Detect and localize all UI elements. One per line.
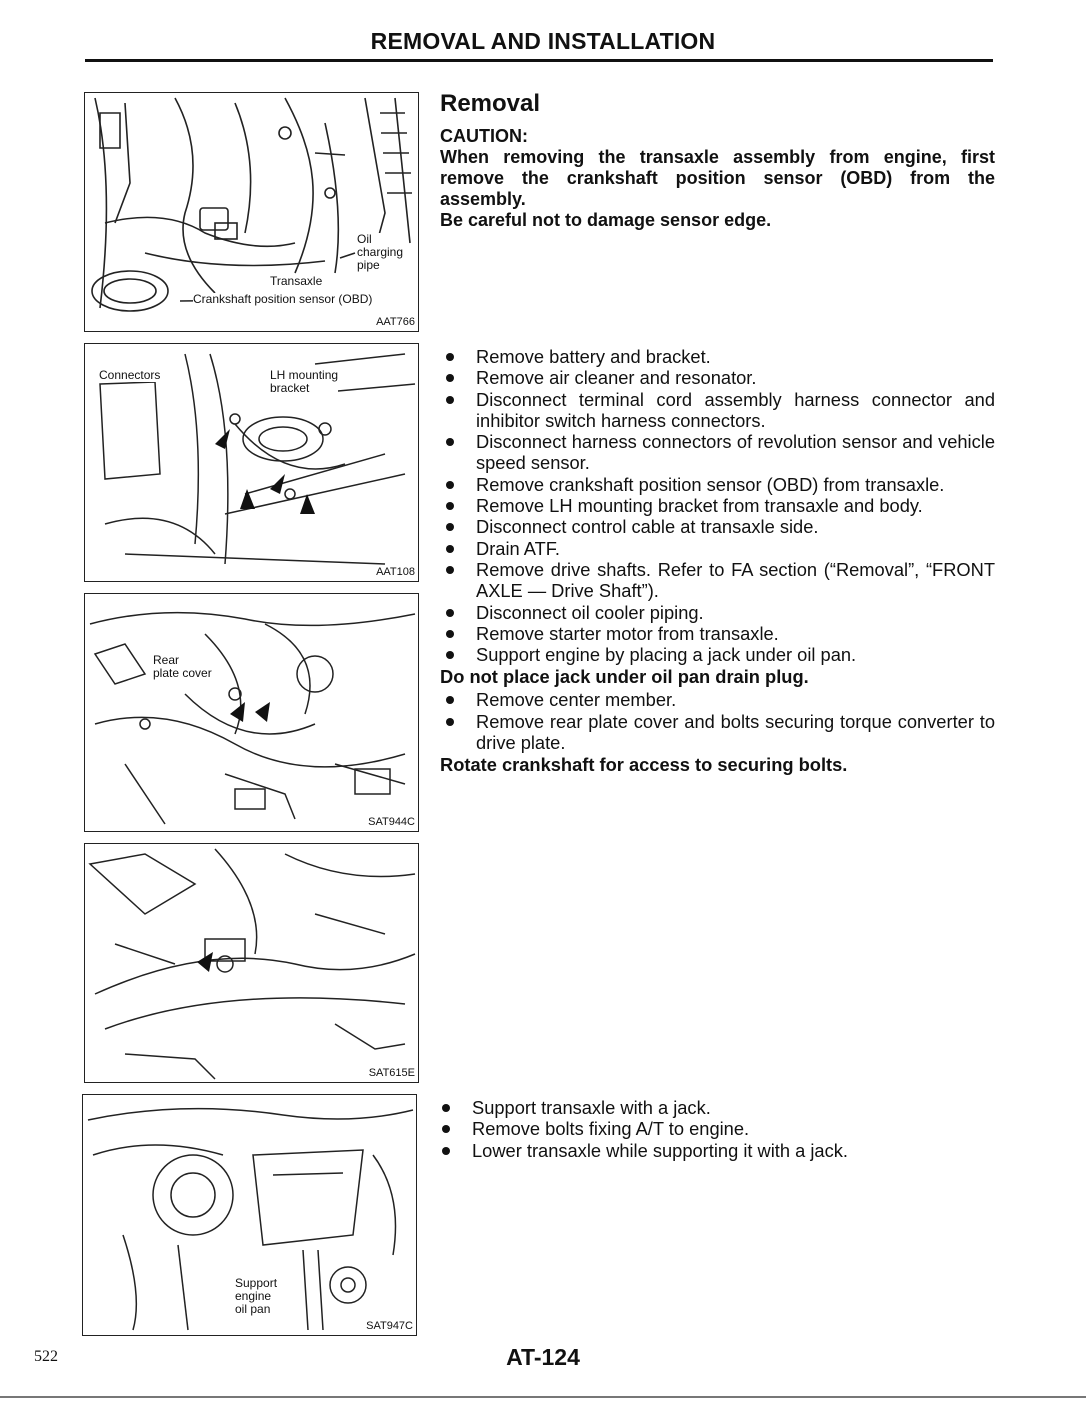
- step-item: [440, 431, 995, 474]
- bullet-icon: [446, 718, 454, 726]
- figure-rear-plate-cover: [84, 593, 419, 832]
- step-item: [440, 367, 995, 388]
- figure-crankshaft-sensor: [84, 92, 419, 332]
- figure-code: SAT944C: [368, 816, 415, 828]
- figure-code: SAT615E: [368, 1067, 415, 1079]
- step-text: Remove LH mounting bracket from transaxle and body.: [476, 495, 923, 517]
- crankshaft-note: Rotate crankshaft for access to securing bolts.: [440, 754, 848, 776]
- bullet-icon: [446, 396, 454, 404]
- step-text: Remove bolts fixing A/T to engine.: [472, 1118, 750, 1140]
- step-item: [440, 346, 995, 367]
- bullet-icon: [446, 651, 454, 659]
- bottom-rule: [0, 1396, 1086, 1398]
- bullet-icon: [446, 630, 454, 638]
- step-item: [440, 623, 995, 644]
- page-title: REMOVAL AND INSTALLATION: [370, 28, 716, 54]
- step-text: Disconnect terminal cord assembly harness connector and inhibitor switch harness connectors.: [476, 388, 995, 431]
- book-page-number: 522: [34, 1348, 58, 1365]
- step-text: Remove starter motor from transaxle.: [476, 622, 779, 644]
- step-item: [436, 1097, 991, 1118]
- callout-rear-plate-cover: Rear plate cover: [153, 653, 212, 680]
- figure-code: AAT108: [376, 566, 415, 578]
- step-text: Support engine by placing a jack under oil pan.: [476, 644, 857, 666]
- step-item: [440, 602, 995, 623]
- callout-transaxle: Transaxle: [270, 274, 323, 288]
- step-text: Remove crankshaft position sensor (OBD) from transaxle.: [476, 473, 945, 495]
- steps-block-2: [436, 1097, 991, 1161]
- caution-label: CAUTION:: [440, 126, 528, 146]
- step-text: Remove drive shafts. Refer to FA section (“Removal”, “FRONT AXLE — Drive Shaft”).: [476, 558, 995, 602]
- bullet-icon: [442, 1125, 450, 1133]
- jack-warning-note: Do not place jack under oil pan drain plug.: [440, 666, 809, 688]
- figure-center-member: [84, 843, 419, 1083]
- rear-plate-illustration: [85, 594, 418, 831]
- step-item: [436, 1140, 991, 1161]
- step-item: [436, 1118, 991, 1139]
- callout-lh-mounting-bracket: LH mounting bracket: [270, 368, 339, 395]
- section-title: Removal: [440, 90, 541, 117]
- step-item: [440, 538, 995, 559]
- header-rule: [85, 59, 993, 62]
- steps-block-1: [440, 346, 995, 777]
- step-text: Lower transaxle while supporting it with a jack.: [472, 1139, 848, 1161]
- section-page-number: AT-124: [506, 1344, 580, 1370]
- step-text: Remove battery and bracket.: [476, 346, 711, 367]
- step-text: Remove center member.: [476, 689, 677, 711]
- step-list: [436, 1097, 991, 1161]
- step-item: [440, 474, 995, 495]
- step-item: [440, 389, 995, 432]
- bullet-icon: [446, 481, 454, 489]
- step-text: Remove rear plate cover and bolts securing torque converter to drive plate.: [476, 710, 995, 754]
- bullet-icon: [446, 374, 454, 382]
- caution-text-2: Be careful not to damage sensor edge.: [440, 210, 772, 230]
- step-text: Disconnect oil cooler piping.: [476, 601, 704, 623]
- step-item: [440, 711, 995, 754]
- step-item: [440, 644, 995, 665]
- bullet-icon: [446, 502, 454, 510]
- step-item: [440, 516, 995, 537]
- step-text: Support transaxle with a jack.: [472, 1097, 711, 1118]
- figure-support-engine: [82, 1094, 417, 1336]
- step-item: [440, 495, 995, 516]
- center-member-illustration: [85, 844, 418, 1082]
- step-list: [440, 689, 995, 753]
- step-text: Disconnect control cable at transaxle side.: [476, 516, 819, 538]
- bullet-icon: [442, 1147, 450, 1155]
- step-text: Drain ATF.: [476, 537, 560, 559]
- callout-support-engine-oil-pan: Support engine oil pan: [235, 1276, 278, 1316]
- bullet-icon: [446, 566, 454, 574]
- bullet-icon: [446, 523, 454, 531]
- step-item: [440, 689, 995, 710]
- bullet-icon: [442, 1104, 450, 1112]
- figure-code: SAT947C: [366, 1320, 413, 1332]
- bullet-icon: [446, 545, 454, 553]
- bullet-icon: [446, 438, 454, 446]
- step-text: Remove air cleaner and resonator.: [476, 367, 757, 389]
- caution-text: When removing the transaxle assembly from engine, first remove the crankshaft position sensor (OBD) from the assembly.: [440, 147, 995, 209]
- step-item: [440, 559, 995, 602]
- figure-lh-mounting: [84, 343, 419, 582]
- bullet-icon: [446, 609, 454, 617]
- bullet-icon: [446, 353, 454, 361]
- bullet-icon: [446, 696, 454, 704]
- figure-code: AAT766: [376, 316, 415, 328]
- callout-oil-charging-pipe: Oil charging pipe: [357, 232, 404, 272]
- step-text: Disconnect harness connectors of revolution sensor and vehicle speed sensor.: [476, 431, 995, 474]
- removal-section: [440, 90, 995, 231]
- callout-connectors: Connectors: [99, 368, 161, 382]
- step-list: [440, 346, 995, 665]
- callout-crankshaft-sensor: Crankshaft position sensor (OBD): [193, 292, 373, 306]
